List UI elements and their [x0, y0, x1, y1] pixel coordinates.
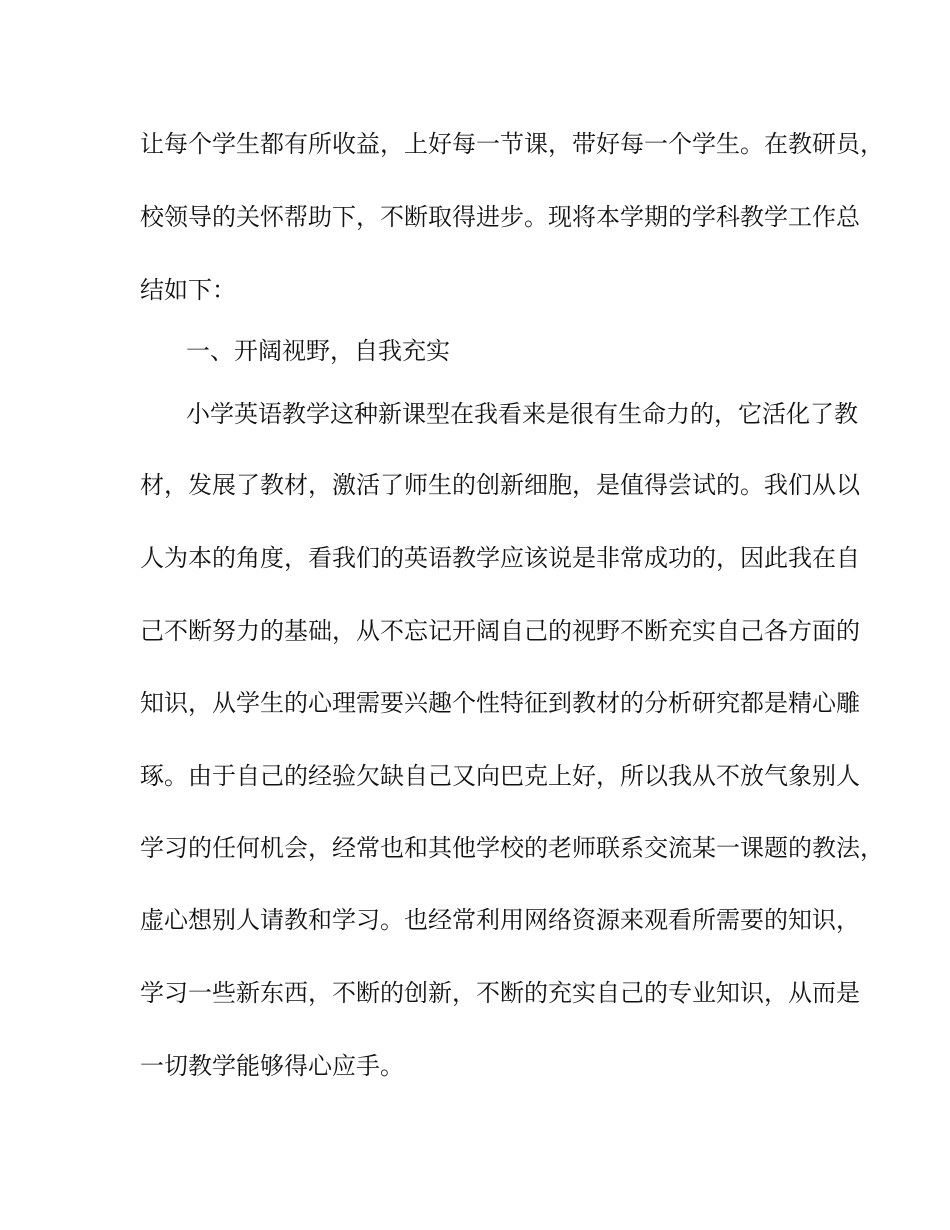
- paragraph-line: 一切教学能够得心应手。: [140, 1052, 404, 1080]
- paragraph-line: 材，发展了教材，激活了师生的创新细胞，是值得尝试的。我们从以: [140, 471, 860, 499]
- paragraph-line: 人为本的角度，看我们的英语教学应该说是非常成功的，因此我在自: [140, 544, 860, 572]
- paragraph-line: 知识，从学生的心理需要兴趣个性特征到教材的分析研究都是精心雕: [140, 689, 860, 717]
- paragraph-line: 让每个学生都有所收益，上好每一节课，带好每一个学生。在教研员，: [140, 130, 884, 158]
- paragraph-line: 结如下：: [140, 276, 236, 304]
- paragraph-line: 己不断努力的基础，从不忘记开阔自己的视野不断充实自己各方面的: [140, 617, 860, 645]
- section-heading: 一、开阔视野，自我充实: [186, 337, 450, 365]
- paragraph-line: 小学英语教学这种新课型在我看来是很有生命力的，它活化了教: [186, 400, 858, 428]
- paragraph-line: 虚心想别人请教和学习。也经常利用网络资源来观看所需要的知识，: [140, 906, 860, 934]
- paragraph-line: 琢。由于自己的经验欠缺自己又向巴克上好，所以我从不放气象别人: [140, 762, 860, 790]
- paragraph-line: 校领导的关怀帮助下，不断取得进步。现将本学期的学科教学工作总: [140, 203, 860, 231]
- paragraph-line: 学习的任何机会，经常也和其他学校的老师联系交流某一课题的教法，: [140, 834, 884, 862]
- paragraph-line: 学习一些新东西，不断的创新，不断的充实自己的专业知识，从而是: [140, 979, 860, 1007]
